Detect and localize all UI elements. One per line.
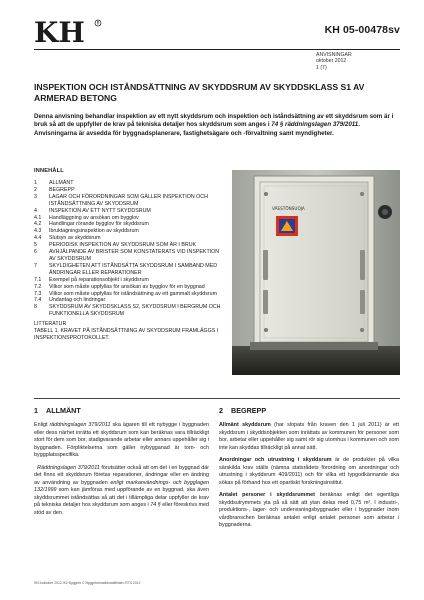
section-2-body bbox=[219, 422, 399, 535]
shelter-door-photo bbox=[232, 170, 400, 375]
section-2-heading bbox=[219, 406, 266, 415]
toc-item-title: LITTERATUR bbox=[34, 321, 67, 328]
s1p2-text-a: förutsätter också att om det i en byggnad där det finns ett skyddsrum företas reparationer, ändringar eller en ändring av användning av byggnaden bbox=[34, 464, 210, 486]
s1p1-law: räddningslagen 379/2011 bbox=[49, 422, 111, 428]
s1p1-text-b: ska ägaren till ett nybygge i byggnaden eller dess närhet inrätta ett skyddsrum som kan beräknas vara tillräckligt stort för dem som bor, stadigvarande arbetar eller annars uppehåller sig i byggnaden. Förpliktelserna som gäller nybygganad är torn- och byggplatsspecifika. bbox=[34, 422, 210, 458]
toc-item-title: AVHJÄLPANDE AV BRISTER SOM KONSTATERATS VID INSPEKTION AV SKYDDSRUM bbox=[49, 249, 220, 262]
doc-date: oktober 2012 bbox=[316, 58, 347, 65]
contents-heading: INNEHÅLL bbox=[34, 168, 64, 174]
toc-item bbox=[34, 284, 224, 291]
toc-item-number: 4.3 bbox=[34, 228, 42, 235]
toc-item-title: Handläggning av ansökan om bygglov bbox=[49, 214, 139, 221]
header-rule bbox=[34, 49, 400, 50]
logo-text: KH bbox=[34, 18, 85, 44]
toc-item bbox=[34, 194, 224, 208]
toc-item-number: 6 bbox=[34, 249, 37, 256]
intro-text-2: . Anvisningarna är avsedda för byggnadsplanerare, fastighetsägare och -förvaltning samt myndigheter. bbox=[34, 121, 360, 137]
toc-item bbox=[34, 297, 224, 304]
toc-item bbox=[34, 215, 224, 222]
toc-item bbox=[34, 321, 224, 328]
document-title: INSPEKTION OCH ISTÅNDSÄTTNING AV SKYDDSRUM AV SKYDDSKLASS S1 AV ARMERAD BETONG bbox=[34, 82, 365, 103]
toc-item-number: 7.4 bbox=[34, 297, 42, 304]
door-handle-right bbox=[360, 250, 365, 280]
s1p1-text-a: Enligt bbox=[34, 422, 50, 428]
section-1-paragraph-2 bbox=[34, 465, 209, 518]
toc-item-number: 5 bbox=[34, 242, 37, 249]
section-1-heading bbox=[34, 406, 81, 415]
toc-item bbox=[34, 328, 224, 342]
toc-item bbox=[34, 187, 224, 194]
toc-item-title: TABELL 1. KRAVET PÅ ISTÅNDSÄTTNING AV SKYDDSRUM FRAMLÄGGS I INSPEKTIONSPROTOKOLLET. bbox=[34, 328, 219, 341]
toc-item-title: BEGREPP bbox=[49, 186, 75, 193]
section-2-title: BEGREPP bbox=[231, 406, 267, 415]
s2p2-term: Anordningar och utrustning i skyddsrum bbox=[219, 457, 332, 463]
intro-text-1: Denna anvisning behandlar inspektion av ett nytt skyddsrum och inspektion och iståndsättning av ett skyddsrum som är i bruk så att de uppfyller de krav på tekniska detaljer hos skyddsrum som anges i bbox=[34, 113, 394, 129]
toc-item-title: Undantag och lindringar bbox=[49, 297, 106, 304]
section-1-number: 1 bbox=[34, 406, 38, 415]
toc-item-title: Slutsyn av skyddsrum bbox=[49, 235, 101, 242]
toc-item-number: 4.1 bbox=[34, 214, 42, 221]
toc-item bbox=[34, 208, 224, 215]
door-label: VÄESTÖNSUOJA bbox=[272, 206, 305, 211]
section-1-title: ALLMÄNT bbox=[46, 406, 81, 415]
section-1-paragraph-1 bbox=[34, 422, 209, 460]
s1p2-text-b: som kan jämföras med uppförande av en byggnad, ska även skyddsrummet iståndsättas så att det i tillämpliga delar uppfyller de krav på tekniska detaljer hos skyddsrum som anges i bbox=[34, 487, 209, 508]
s1p2-law3: 74 § bbox=[150, 502, 161, 508]
doc-type: ANVISNINGAR bbox=[316, 52, 352, 58]
toc-item-number: 7 bbox=[34, 262, 37, 269]
toc-item-number: 4.4 bbox=[34, 235, 42, 242]
intro-paragraph bbox=[34, 113, 400, 138]
toc-item bbox=[34, 249, 224, 263]
section-2-paragraph-2 bbox=[219, 457, 399, 487]
toc-item-title: PERIODISK INSPEKTION AV SKYDDSRUM SOM ÄR I BRUK bbox=[49, 242, 197, 249]
toc-item-number: 4 bbox=[34, 207, 37, 214]
s2p2-text: är de produkter på vilka särskilda krav ställs (nämna statsrådets förordning om anordningar och utrustning i skyddsrum 409/2011) och för vilka ett typgodkännande ska sökas på förhand hos ett opartiskt forskningsinstitut. bbox=[219, 457, 399, 486]
s1p2-text-c: eller föreskrivs med stöd av den. bbox=[34, 502, 209, 516]
toc-item-number: 7.3 bbox=[34, 290, 42, 297]
toc-item bbox=[34, 277, 224, 284]
document-id: KH 05-00478sv bbox=[324, 24, 400, 36]
toc-item bbox=[34, 304, 224, 318]
s2p1-term: Allmänt skyddsrum bbox=[219, 422, 271, 428]
toc-item-title: LAGAR OCH FÖRORDNINGAR SOM GÄLLER INSPEKTION OCH ISTÅNDSÄTTNING AV SKYDDSRUM bbox=[49, 193, 208, 207]
s1p2-law: Räddningslagen 379/2011 bbox=[37, 464, 100, 471]
toc-item-title: Exempel på reparationsobjekt i skyddsrum bbox=[49, 276, 149, 283]
toc-item-number: 8 bbox=[34, 304, 37, 311]
page-footer: 9K/1/oktober 2012 /KI/ Byggnfo © Byggnformationsstiftelsen RTS 2012 bbox=[34, 581, 141, 585]
toc-item-number: 7.1 bbox=[34, 276, 42, 283]
toc-item-title: SKYDDSRUM AV SKYDDSKLASS S2, SKYDDSRUM I BERGRUM OCH FUNKTIONELLA SKYDDSRUM bbox=[49, 304, 221, 318]
toc-item-title: SKYLDIGHETEN ATT ISTÅNDSÄTTA SKYDDSRUM I SAMBAND MED ÄNDRINGAR ELLER REPARATIONER bbox=[49, 262, 218, 276]
toc-item bbox=[34, 228, 224, 235]
toc-item-number: 3 bbox=[34, 193, 37, 200]
toc-item bbox=[34, 291, 224, 298]
door-handle-left bbox=[263, 250, 268, 280]
kh-logo bbox=[34, 18, 102, 44]
s2p1-text: (har slopats från kraven den 1 juli 2011) är ett skyddsrum i skyddsobjekten som inrättats av kommunen för personer som bor, arbetar eller uppehåller sig samt rör sig utomhus i kommunen och som inte kan skyddas tillräckligt på annat sätt. bbox=[219, 422, 399, 451]
intro-law-ref: 74 § räddningslagen 379/2011 bbox=[271, 121, 359, 129]
document-meta bbox=[316, 52, 352, 71]
section-1-body bbox=[34, 422, 209, 522]
toc-item bbox=[34, 180, 224, 187]
toc-item-number: 2 bbox=[34, 186, 37, 193]
svg-text:R: R bbox=[96, 20, 100, 26]
toc-item bbox=[34, 263, 224, 277]
toc-item-title: INSPEKTION AV ETT NYTT SKYDDSRUM bbox=[49, 207, 151, 214]
toc-item-title: Vilkor som måste uppfyllas för iståndsättning av ett gammalt skyddsrum bbox=[49, 290, 218, 297]
s1p2-law2: enligt markanvändnings- och bygglagen 132/1999 bbox=[34, 479, 209, 493]
toc-item-number: 1 bbox=[34, 180, 37, 186]
toc-item bbox=[34, 221, 224, 228]
toc-item-title: ALLMÄNT bbox=[49, 180, 74, 186]
section-2-paragraph-3 bbox=[219, 492, 399, 530]
section-2-paragraph-1 bbox=[219, 422, 399, 452]
toc-item-number: 4.2 bbox=[34, 221, 42, 228]
toc-item-title: Vilkor som måste uppfyllas för ansökan av bygglov för en byggnad bbox=[49, 283, 205, 290]
s2p3-term: Antalet personer i skyddsrummet bbox=[219, 492, 315, 498]
table-of-contents bbox=[34, 180, 224, 342]
toc-item-number: 7.2 bbox=[34, 283, 42, 290]
section-divider bbox=[34, 398, 400, 399]
toc-item-title: Handlingar rörande bygglov för skyddsrum bbox=[49, 221, 149, 228]
section-2-number: 2 bbox=[219, 406, 223, 415]
page-number: 1 (7) bbox=[316, 64, 327, 71]
s2p3-text: beräknas enligt det egentliga skyddsutrymmets yta på så sätt att ytan delas med 0,75 m². I industri-, produktions-, lager- och undervisningsbyggnader eller i byggnader inom vårdbranschen beräknas antalet enligt antalet personer som arbetar i byggnaderna. bbox=[219, 492, 399, 528]
toc-item-title: Ibruktagningsinspektion av skyddsrum bbox=[49, 228, 139, 235]
